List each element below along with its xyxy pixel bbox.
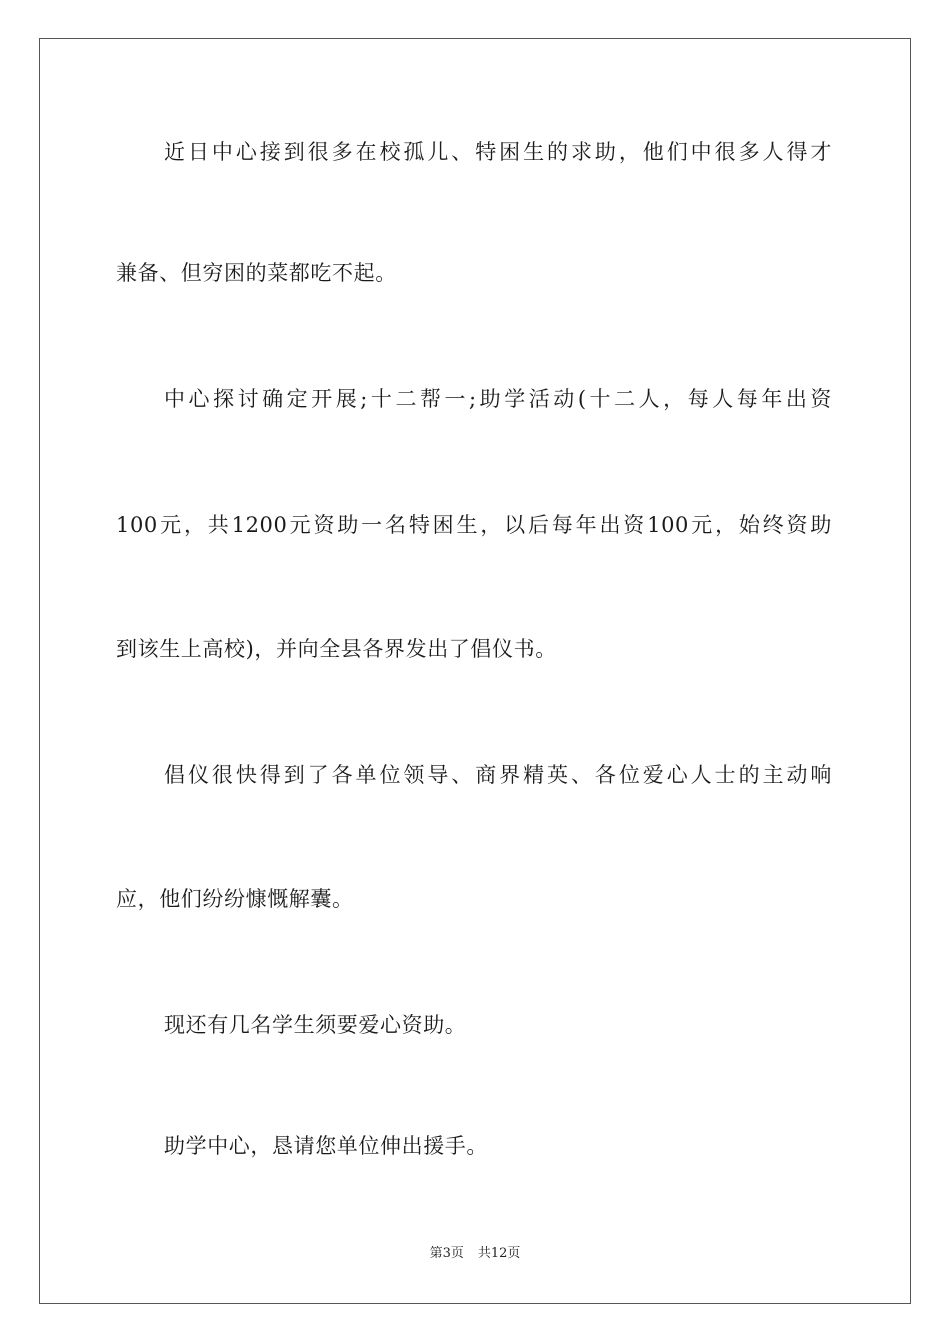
page-footer (0, 1245, 950, 1263)
paragraph-2-line-2: 100元，共1200元资助一名特困生，以后每年出资100元，始终资助 (116, 513, 832, 537)
paragraph-3-line-1: 倡仪很快得到了各单位领导、商界精英、各位爱心人士的主动响 (164, 763, 832, 787)
paragraph-4: 现还有几名学生须要爱心资助。 (164, 1013, 467, 1037)
page-frame (39, 38, 911, 1304)
paragraph-3-line-2: 应，他们纷纷慷慨解囊。 (116, 887, 354, 911)
paragraph-1-line-1: 近日中心接到很多在校孤儿、特困生的求助，他们中很多人得才 (164, 140, 832, 164)
paragraph-2-line-3: 到该生上高校)，并向全县各界发出了倡仪书。 (116, 637, 557, 661)
paragraph-5: 助学中心，恳请您单位伸出援手。 (164, 1134, 488, 1158)
paragraph-2-line-1: 中心探讨确定开展;十二帮一;助学活动(十二人，每人每年出资 (164, 387, 832, 411)
page-number-total: 共12页 (477, 1246, 521, 1261)
paragraph-1-line-2: 兼备、但穷困的菜都吃不起。 (116, 261, 397, 285)
page-number-current: 第3页 (429, 1246, 464, 1261)
